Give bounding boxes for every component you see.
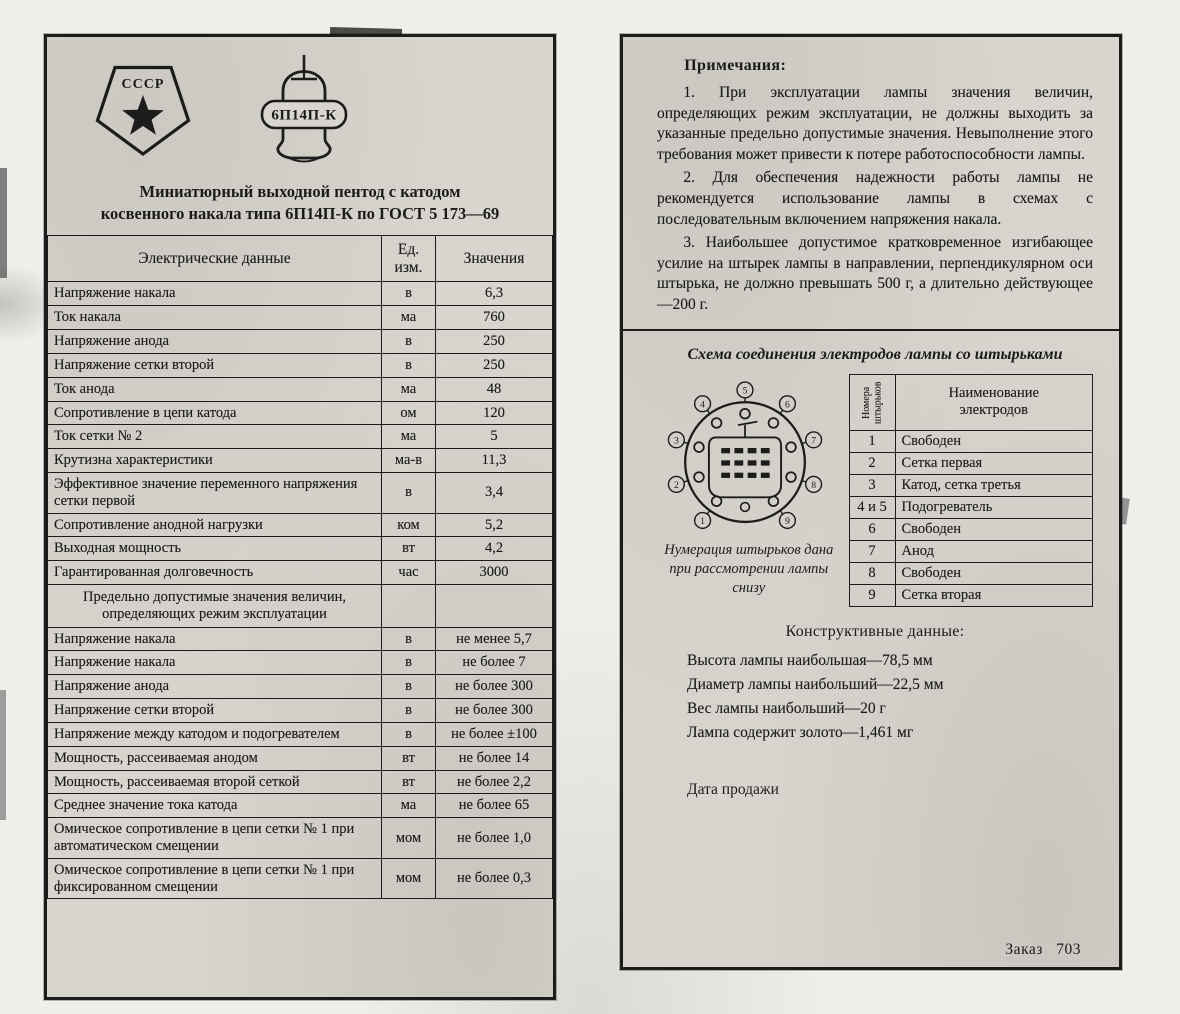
param-name: Сопротивление в цепи катода: [48, 401, 382, 425]
param-name: Напряжение накала: [48, 651, 382, 675]
pin-number-9: 9: [784, 515, 790, 527]
pin-number-1: 1: [700, 515, 706, 527]
scan-artifact: [0, 690, 6, 820]
pin-assignment-table: [849, 374, 1093, 607]
param-name: Напряжение сетки второй: [48, 699, 382, 723]
param-value: не более 7: [436, 651, 553, 675]
param-value: 250: [436, 330, 553, 354]
table-row: [48, 675, 553, 699]
pin-numbering-caption: Нумерация штырьков дана при рассмотрении лампы снизу: [664, 541, 834, 596]
param-unit: в: [382, 627, 436, 651]
param-value: не более 1,0: [436, 818, 553, 859]
pin-table-row: [849, 584, 1092, 606]
param-value: 250: [436, 353, 553, 377]
table-row: [48, 722, 553, 746]
param-value: не более 2,2: [436, 770, 553, 794]
param-value: не более 300: [436, 675, 553, 699]
pin-table-row: [849, 452, 1092, 474]
param-value: 760: [436, 306, 553, 330]
param-value: не более ±100: [436, 722, 553, 746]
pin-number-5: 5: [742, 385, 748, 397]
document-title-line1: Миниатюрный выходной пентод с катодом: [139, 182, 461, 201]
table-row: [48, 651, 553, 675]
electrode-col-header-line1: Наименование: [948, 384, 1039, 401]
construction-data-title: Конструктивные данные:: [785, 622, 965, 640]
electrode-name: Подогреватель: [895, 496, 1093, 518]
table-row: [48, 377, 553, 401]
pin-table-row: [849, 496, 1092, 518]
param-unit: час: [382, 561, 436, 585]
pin-number: 7: [849, 540, 895, 562]
table-row: [48, 425, 553, 449]
pin-number-8: 8: [811, 479, 817, 491]
print-order-number: Заказ 703: [1005, 941, 1081, 958]
param-name: Ток анода: [48, 377, 382, 401]
param-value: не более 65: [436, 794, 553, 818]
limits-section-header-row: [48, 585, 553, 628]
col-header-unit-line2: изм.: [394, 258, 423, 276]
param-unit: в: [382, 353, 436, 377]
param-name: Омическое сопротивление в цепи сетки № 1 при фиксированном смещении: [48, 858, 382, 899]
param-value: 6,3: [436, 282, 553, 306]
param-name: Напряжение накала: [48, 282, 382, 306]
table-row: [48, 472, 553, 513]
param-name: Ток накала: [48, 306, 382, 330]
param-unit: в: [382, 651, 436, 675]
note-3: 3. Наибольшее допустимое кратковременное изгибающее усилие на штырек лампы в направлении, перпендикулярном оси штырька, не должно превышать 500 г, а длительно действующее—200 г.: [657, 234, 1093, 314]
param-unit: в: [382, 282, 436, 306]
scan-artifact: [0, 168, 7, 278]
electrode-name: Анод: [895, 540, 1093, 562]
electrode-name: Сетка вторая: [895, 584, 1093, 606]
table-row: [48, 627, 553, 651]
pin-col-header: [849, 374, 895, 430]
section-divider: [623, 329, 1119, 331]
param-unit: мом: [382, 858, 436, 899]
table-row: [48, 561, 553, 585]
electrode-col-header: [895, 374, 1093, 430]
param-unit: ма: [382, 794, 436, 818]
table-row: [48, 306, 553, 330]
table-row: [48, 746, 553, 770]
pin-table-header-row: [849, 374, 1092, 430]
electrode-col-header-line2: электродов: [959, 402, 1029, 419]
table-row: [48, 449, 553, 473]
electrode-grid-marks: [721, 448, 769, 478]
param-name: Напряжение между катодом и подогревателем: [48, 722, 382, 746]
pin-number: 1: [849, 430, 895, 452]
note-1: 1. При эксплуатации лампы значения величин, определяющих режим эксплуатации, не должны выходить за указанные предельно допустимые значения. Невыполнение этого требования может привести к потере работоспособности лампы.: [657, 84, 1093, 163]
param-value: 4,2: [436, 537, 553, 561]
param-unit: в: [382, 472, 436, 513]
pin-number: 4 и 5: [849, 496, 895, 518]
electrode-name: Свободен: [895, 518, 1093, 540]
pin-table-row: [849, 474, 1092, 496]
pin-table-row: [849, 562, 1092, 584]
param-unit: вт: [382, 770, 436, 794]
param-name: Крутизна характеристики: [48, 449, 382, 473]
pin-number-6: 6: [784, 398, 790, 410]
date-of-sale-label: Дата продажи: [687, 780, 779, 798]
table-row: [48, 770, 553, 794]
param-unit: вт: [382, 537, 436, 561]
document-title-line2: косвенного накала типа 6П14П-К по ГОСТ 5 173—69: [100, 203, 500, 223]
pin-number: 3: [849, 474, 895, 496]
quality-mark-star: [122, 95, 164, 135]
param-unit: ком: [382, 513, 436, 537]
electrode-name: Катод, сетка третья: [895, 474, 1093, 496]
pinout-block: [657, 374, 1093, 607]
param-name: Мощность, рассеиваемая второй сеткой: [48, 770, 382, 794]
param-unit: ом: [382, 401, 436, 425]
pin-number: 6: [849, 518, 895, 540]
param-value: 48: [436, 377, 553, 401]
col-header-values: Значения: [436, 235, 553, 282]
param-unit: в: [382, 722, 436, 746]
electrode-name: Свободен: [895, 430, 1093, 452]
param-name: Сопротивление анодной нагрузки: [48, 513, 382, 537]
param-name: Напряжение анода: [48, 675, 382, 699]
pin-table-row: [849, 540, 1092, 562]
document-title: [47, 173, 553, 235]
construction-item: Высота лампы наибольшая—78,5 мм: [687, 651, 933, 669]
col-header-unit-line1: Ед.: [397, 240, 420, 258]
param-unit: ма-в: [382, 449, 436, 473]
col-header-parameters: Электрические данные: [48, 235, 382, 282]
param-value: 3000: [436, 561, 553, 585]
param-unit: ма: [382, 306, 436, 330]
table-row: [48, 699, 553, 723]
electrode-name: Сетка первая: [895, 452, 1093, 474]
limits-section-header: Предельно допустимые значения величин, определяющих режим эксплуатации: [48, 585, 382, 628]
table-row: [48, 353, 553, 377]
9-pin-base-bottom-view-diagram: [657, 374, 833, 537]
param-value: не менее 5,7: [436, 627, 553, 651]
electrical-data-table: [47, 235, 553, 900]
param-value: 5,2: [436, 513, 553, 537]
vacuum-tube-icon: [257, 55, 351, 169]
pin-number: 8: [849, 562, 895, 584]
pin-number-7: 7: [811, 435, 817, 447]
param-value: 3,4: [436, 472, 553, 513]
pin-number-3: 3: [673, 435, 679, 447]
param-name: Напряжение накала: [48, 627, 382, 651]
param-unit: ма: [382, 425, 436, 449]
pin-table-row: [849, 430, 1092, 452]
pin-col-header-text: Номера штырьков: [860, 381, 884, 424]
datasheet-right-page: [620, 34, 1122, 970]
pin-number-2: 2: [673, 479, 679, 491]
pin-number-4: 4: [700, 398, 706, 410]
param-name: Среднее значение тока катода: [48, 794, 382, 818]
param-value: не более 300: [436, 699, 553, 723]
param-value: 11,3: [436, 449, 553, 473]
param-value: 120: [436, 401, 553, 425]
param-name: Омическое сопротивление в цепи сетки № 1 при автоматическом смещении: [48, 818, 382, 859]
note-2: 2. Для обеспечения надежности работы лампы не рекомендуется использование лампы в схемах с последовательным включением напряжения накала.: [657, 169, 1093, 228]
param-name: Ток сетки № 2: [48, 425, 382, 449]
pin-number: 9: [849, 584, 895, 606]
table-row: [48, 513, 553, 537]
pinout-section-title: Схема соединения электродов лампы со штырьками: [687, 345, 1063, 363]
table-row: [48, 282, 553, 306]
logo-block: [47, 37, 553, 173]
param-name: Напряжение анода: [48, 330, 382, 354]
param-unit: вт: [382, 746, 436, 770]
pin-diagram-column: [657, 374, 841, 598]
param-unit: в: [382, 675, 436, 699]
datasheet-left-page: [44, 34, 556, 1000]
param-value: не более 14: [436, 746, 553, 770]
ussr-stamp-text: СССР: [121, 77, 165, 92]
param-name: Напряжение сетки второй: [48, 353, 382, 377]
pin-number: 2: [849, 452, 895, 474]
param-unit: в: [382, 330, 436, 354]
param-unit: в: [382, 699, 436, 723]
table-header-row: [48, 235, 553, 282]
param-name: Эффективное значение переменного напряжения сетки первой: [48, 472, 382, 513]
col-header-unit: [382, 235, 436, 282]
construction-item: Диаметр лампы наибольший—22,5 мм: [687, 675, 944, 693]
param-unit: мом: [382, 818, 436, 859]
param-unit: ма: [382, 377, 436, 401]
pin-table-row: [849, 518, 1092, 540]
param-name: Гарантированная долговечность: [48, 561, 382, 585]
table-row: [48, 818, 553, 859]
table-row: [48, 858, 553, 899]
empty-cell: [436, 585, 553, 628]
electrode-name: Свободен: [895, 562, 1093, 584]
notes-title: Примечания:: [684, 57, 787, 74]
construction-item: Вес лампы наибольший—20 г: [687, 699, 886, 717]
right-page-content: [623, 37, 1119, 967]
param-value: не более 0,3: [436, 858, 553, 899]
construction-item: Лампа содержит золото—1,461 мг: [687, 723, 914, 741]
table-row: [48, 401, 553, 425]
param-value: 5: [436, 425, 553, 449]
param-name: Мощность, рассеиваемая анодом: [48, 746, 382, 770]
table-row: [48, 794, 553, 818]
table-row: [48, 537, 553, 561]
tube-type-label: 6П14П-К: [271, 107, 337, 124]
ussr-quality-mark-icon: [93, 55, 193, 159]
empty-cell: [382, 585, 436, 628]
table-row: [48, 330, 553, 354]
param-name: Выходная мощность: [48, 537, 382, 561]
